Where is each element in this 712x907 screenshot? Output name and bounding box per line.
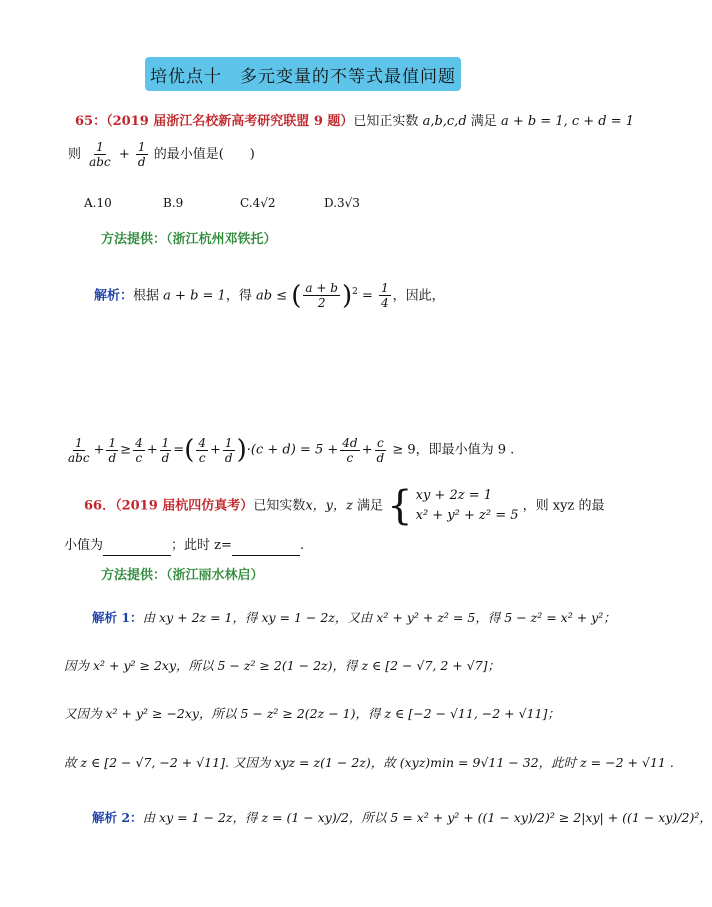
q65-final-text: ≥ 9，即最小值为 9 . xyxy=(392,442,515,458)
q65-vars: a,b,c,d xyxy=(422,114,467,129)
q66-brace: { xyxy=(387,483,413,529)
q66-method-label: 方法提供：（浙江丽水林启） xyxy=(101,568,264,583)
q65-analysis-frac2-den: 4 xyxy=(381,296,389,311)
q66-line2-b: ；此时 z= xyxy=(171,538,232,553)
q65-stem-line2 xyxy=(68,140,255,170)
q65-right-paren: ) xyxy=(341,280,353,311)
q65-line2-suffix: 的最小值是( ) xyxy=(153,147,255,162)
section-title: 培优点十 多元变量的不等式最值问题 xyxy=(150,66,456,87)
q66-source: （2019 届杭四仿真考） xyxy=(115,498,254,514)
q66-sol1-line1-text: 由 xy + 2z = 1，得 xy = 1 − 2z，又由 x² + y² + z² = 5，得 5 − z² = x² + y²； xyxy=(142,610,616,625)
q65-analysis-frac2 xyxy=(379,281,391,310)
q66-cond-label: 满足 xyxy=(357,498,384,514)
q65-final-frac-c: $\frac{4}{c}$ xyxy=(135,435,143,465)
q65-final-frac-d: $\frac{1}{d}$ xyxy=(161,435,170,465)
q65-frac1-den: abc xyxy=(89,155,111,169)
q66-sol1-line2: 因为 x² + y² ≥ 2xy，所以 5 − z² ≥ 2(1 − 2z)，得 z ∈ [2 − √7, 2 + √7]； xyxy=(64,658,501,673)
q66-sol1-line3: 又因为 x² + y² ≥ −2xy，所以 5 − z² ≥ 2(2z − 1)，得 z ∈ [−2 − √11, −2 + √11]； xyxy=(64,706,560,721)
q65-condition: a + b = 1, c + d = 1 xyxy=(500,114,635,129)
q66-stem-line2 xyxy=(64,536,304,556)
q66-sol1-line4: 故 z ∈ [2 − √7, −2 + √11]. 又因为 xyz = z(1 − 2z)，故 (xyz)min = 9√11 − 32，此时 z = −2 + √11 . xyxy=(64,755,674,770)
q65-final-frac-b: $\frac{1}{d}$ xyxy=(108,435,117,465)
q65-option-a: A.10 xyxy=(84,196,112,210)
q65-analysis-text3: ，因此， xyxy=(392,288,445,304)
q65-source: （2019 届浙江名校新高考研究联盟 9 题） xyxy=(106,114,354,129)
q66-line2-a: 小值为 xyxy=(64,538,104,553)
q65-number: 65： xyxy=(75,114,107,129)
q66-answer-blank-2[interactable] xyxy=(232,541,300,556)
q65-analysis-sq: 2 xyxy=(352,287,358,297)
q66-answer-blank-1[interactable] xyxy=(103,541,171,556)
q66-sol2-label: 解析 2： xyxy=(92,810,143,825)
q66-sys-line1: xy + 2z = 1 xyxy=(415,488,492,503)
q65-method-label: 方法提供：（浙江杭州邓铁托） xyxy=(101,232,277,247)
q65-analysis-frac-den: 2 xyxy=(317,296,326,311)
q66-sol2-line xyxy=(92,808,712,828)
q65-option-d: D.3√3 xyxy=(324,196,360,210)
q65-frac1-num: 1 xyxy=(96,140,104,154)
q65-analysis-text2: ，得 xyxy=(225,288,252,304)
q65-cond-label: 满足 xyxy=(470,114,497,129)
q65-analysis-frac-num: a + b xyxy=(305,281,338,296)
q65-option-c: C.4√2 xyxy=(240,196,276,210)
q66-number: 66． xyxy=(84,498,116,514)
q65-final-frac-a: $\frac{1}{\text{abc}}$ xyxy=(68,435,90,465)
q65-option-b: B.9 xyxy=(163,196,184,210)
q66-vars: x，y，z xyxy=(305,498,353,514)
q65-analysis-frac xyxy=(303,281,340,310)
q65-analysis-eq1: a + b = 1 xyxy=(163,288,226,304)
q65-analysis xyxy=(94,272,445,316)
q65-analysis-text1: 根据 xyxy=(133,288,160,304)
q65-frac2-num: 1 xyxy=(137,140,146,154)
q66-sys-line2: x² + y² + z² = 5 xyxy=(415,508,519,523)
q65-line2-prefix: 则 xyxy=(68,147,82,162)
q66-sol1-line1 xyxy=(92,608,616,628)
q66-system xyxy=(387,483,519,529)
q66-stem-line1 xyxy=(84,483,605,529)
q66-stem-tail: ，则 xyz 的最 xyxy=(522,498,605,514)
q65-stem-text: 已知正实数 xyxy=(353,114,419,129)
q65-analysis-frac2-num: 1 xyxy=(381,281,389,296)
q65-analysis-label: 解析： xyxy=(94,288,134,304)
q65-final-line: $\frac{1}{\text{abc}}$ + $\frac{1}{d}$ ≥ $\frac{4}{c}$ + $\frac{1}{d}$ =( $\frac{4}{c}$ + $\frac{1}{d}$ )·(c + d) = 5 + $\frac{4d}{c}$ + $\frac{c}{d}$ ≥ 9，即最小值为 9 . xyxy=(68,435,515,465)
q66-sol2-text: 由 xy = 1 − 2z，得 z = (1 − xy)/2，所以 5 = x² + y² + ((1 − xy)/2)² ≥ 2|xy| + ((1 − xy)/2)²， xyxy=(142,810,712,825)
q65-fraction-2 xyxy=(136,140,148,169)
q66-sol1-label: 解析 1： xyxy=(92,610,143,625)
q66-stem-text: 已知实数 xyxy=(253,498,306,514)
q65-stem-line1 xyxy=(75,112,634,132)
q65-plus: + xyxy=(118,147,130,162)
q65-left-paren: ( xyxy=(291,280,302,311)
q65-fraction-1 xyxy=(87,140,113,169)
q65-analysis-equals: = xyxy=(361,288,373,304)
section-title-banner xyxy=(145,57,461,91)
q65-frac2-den: d xyxy=(137,155,146,169)
q65-analysis-ab: ab ≤ xyxy=(256,288,288,304)
q66-line2-c: . xyxy=(299,538,305,553)
